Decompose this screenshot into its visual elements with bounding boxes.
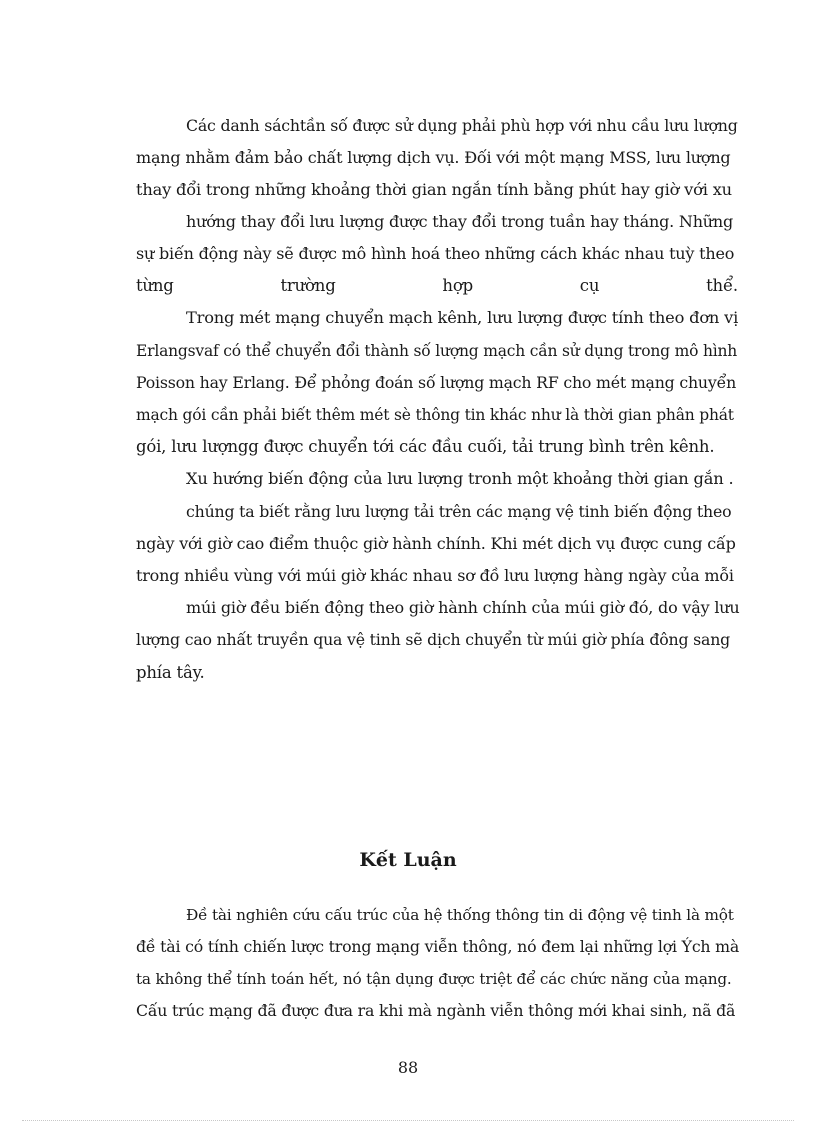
paragraph-4-line-4: Cấu trúc mạng đã được đưa ra khi mà ngành viễn thông mới khai sinh, nã đã — [136, 1001, 736, 1020]
word: thể. — [706, 276, 738, 295]
word: cụ — [579, 276, 600, 295]
paragraph-1-line-2: mạng nhằm đảm bảo chất lượng dịch vụ. Đối với một mạng MSS, lưu lượng — [136, 148, 731, 167]
paragraph-1-line-1: Các danh sáchtần số được sử dụng phải phù hợp với nhu cầu lưu lượng — [186, 116, 738, 135]
paragraph-1-line-6 — [136, 276, 738, 296]
paragraph-4-line-2: đề tài có tính chiến lược trong mạng viễn thông, nó đem lại những lợi Ých mà — [136, 937, 740, 956]
paragraph-4-line-3: ta không thể tính toán hết, nó tận dụng được triệt để các chức năng của mạng. — [136, 970, 732, 988]
paragraph-3-line-2: chúng ta biết rằng lưu lượng tải trên các mạng vệ tinh biến động theo — [186, 502, 732, 521]
paragraph-4-line-1: Đề tài nghiên cứu cấu trúc của hệ thống thông tin di động vệ tinh là một — [186, 906, 734, 924]
paragraph-1-line-4: hướng thay đổi lưu lượng được thay đổi trong tuần hay tháng. Những — [186, 212, 734, 231]
page-number: 88 — [397, 1058, 419, 1077]
paragraph-3-line-3: ngày với giờ cao điểm thuộc giờ hành chính. Khi mét dịch vụ được cung cấp — [136, 534, 736, 553]
paragraph-2-line-1: Trong mét mạng chuyển mạch kênh, lưu lượng được tính theo đơn vị — [186, 308, 739, 327]
paragraph-1-line-3: thay đổi trong những khoảng thời gian ngắn tính bằng phút hay giờ với xu — [136, 180, 732, 199]
page-bottom-divider — [22, 1120, 794, 1121]
paragraph-3-line-1: Xu hướng biến động của lưu lượng tronh một khoảng thời gian gắn . — [186, 469, 734, 488]
paragraph-1-line-5: sự biến động này sẽ được mô hình hoá theo những cách khác nhau tuỳ theo — [136, 244, 735, 263]
word: trường — [280, 276, 336, 295]
paragraph-3-line-4: trong nhiều vùng với múi giờ khác nhau sơ đồ lưu lượng hàng ngày của mỗi — [136, 566, 734, 585]
paragraph-2-line-4: mạch gói cần phải biết thêm mét sè thông tin khác như là thời gian phân phát — [136, 406, 734, 424]
paragraph-2-line-3: Poisson hay Erlang. Để phỏng đoán số lượng mạch RF cho mét mạng chuyển — [136, 373, 737, 392]
section-heading: Kết Luận — [359, 849, 457, 871]
paragraph-3-line-6: lượng cao nhất truyền qua vệ tinh sẽ dịch chuyển từ múi giờ phía đông sang — [136, 630, 731, 649]
paragraph-2-line-2: Erlangsvaf có thể chuyển đổi thành số lượng mạch cần sử dụng trong mô hình — [136, 342, 738, 360]
paragraph-3-line-5: múi giờ đều biến động theo giờ hành chính của múi giờ đó, do vậy lưu — [186, 598, 740, 617]
word: hợp — [442, 276, 473, 295]
paragraph-3-line-7: phía tây. — [136, 663, 205, 682]
word: từng — [136, 276, 174, 295]
paragraph-2-line-5: gói, lưu lượngg được chuyển tới các đầu cuối, tải trung bình trên kênh. — [136, 437, 715, 456]
